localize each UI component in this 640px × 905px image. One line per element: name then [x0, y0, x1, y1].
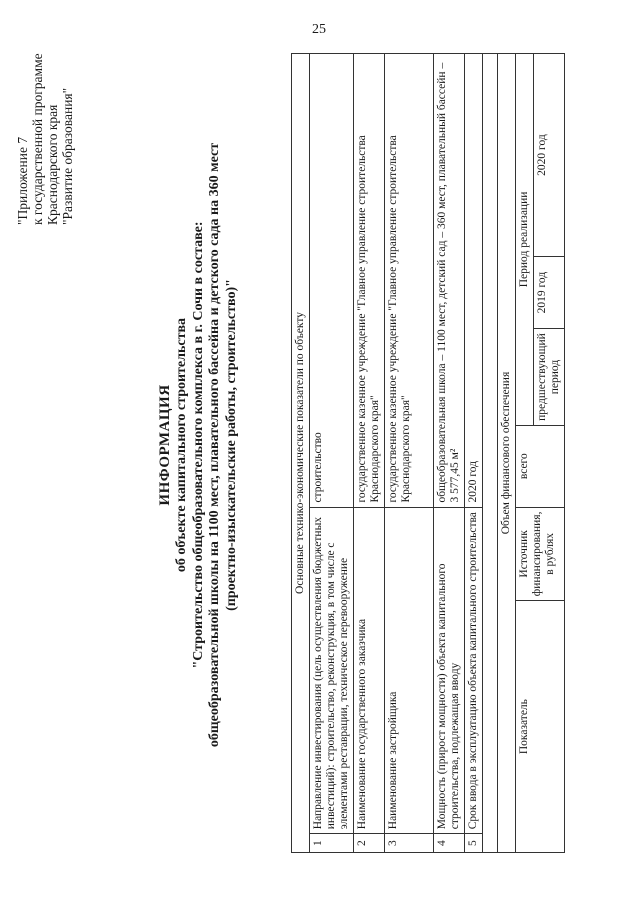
object-name-line-2: общеобразовательной школы на 1100 мест, плавательного бассейна и детского сада на 360 мест	[207, 142, 222, 748]
row-number: 3	[385, 834, 434, 853]
landscape-content	[15, 25, 635, 865]
col-indicator: Показатель	[516, 601, 565, 853]
row-label: Наименование застройщика	[385, 507, 434, 834]
object-name-line-1: "Строительство общеобразовательного комплекса в г. Сочи в составе:	[190, 221, 206, 669]
row-label: Срок ввода в эксплуатацию объекта капитального строительства	[465, 507, 483, 834]
period-header: Период реализации	[516, 54, 534, 426]
object-info-table	[291, 53, 565, 853]
row-value: 2020 год	[465, 54, 483, 508]
row-value: государственное казенное учреждение "Главное управление строительства Краснодарского края"	[385, 54, 434, 508]
appendix-line-4: "Развитие образования"	[60, 87, 75, 225]
row-label: Наименование государственного заказчика	[354, 507, 385, 834]
document-title-block	[157, 25, 240, 865]
table-row	[465, 54, 483, 853]
table-header: Основные технико-экономические показатели по объекту	[292, 54, 310, 853]
row-value: государственное казенное учреждение "Главное управление строительства Краснодарского края"	[354, 54, 385, 508]
row-number: 2	[354, 834, 385, 853]
row-label: Направление инвестирования (цель осуществления бюджетных инвестиций): строительство, реконструкция, в том числе с элементами реставрации, техническое перевооружение	[310, 507, 354, 834]
document-title: ИНФОРМАЦИЯ	[157, 384, 173, 506]
table-row	[434, 54, 465, 853]
appendix-line-2: к государственной программе	[30, 53, 45, 225]
row-value: общеобразовательная школа – 1100 мест, детский сад – 360 мест, плавательный бассейн – 3 577,45 м²	[434, 54, 465, 508]
row-value: строительство	[310, 54, 354, 508]
page-number: 25	[312, 22, 326, 37]
row-number: 5	[465, 834, 483, 853]
document-subtitle: об объекте капитального строительства	[174, 317, 189, 573]
row-number: 1	[310, 834, 354, 853]
table-row	[310, 54, 354, 853]
table-row	[385, 54, 434, 853]
spacer-row	[483, 54, 498, 853]
row-number: 4	[434, 834, 465, 853]
col-prev-period: предшествующий период	[534, 329, 565, 426]
table-row	[354, 54, 385, 853]
col-2019: 2019 год	[534, 257, 565, 329]
col-source: Источник финансирования, в рублях	[516, 507, 565, 601]
row-label: Мощность (прирост мощности) объекта капитального строительства, подлежащая вводу	[434, 507, 465, 834]
appendix-line-1: "Приложение 7	[15, 136, 30, 225]
object-name-line-3: (проектно-изыскательские работы, строительство)"	[223, 279, 239, 611]
appendix-note	[15, 25, 75, 225]
appendix-line-3: Краснодарского края	[45, 104, 60, 225]
col-total: всего	[516, 425, 565, 507]
col-2020: 2020 год	[534, 54, 565, 257]
financing-header: Объем финансового обеспечения	[498, 54, 516, 853]
